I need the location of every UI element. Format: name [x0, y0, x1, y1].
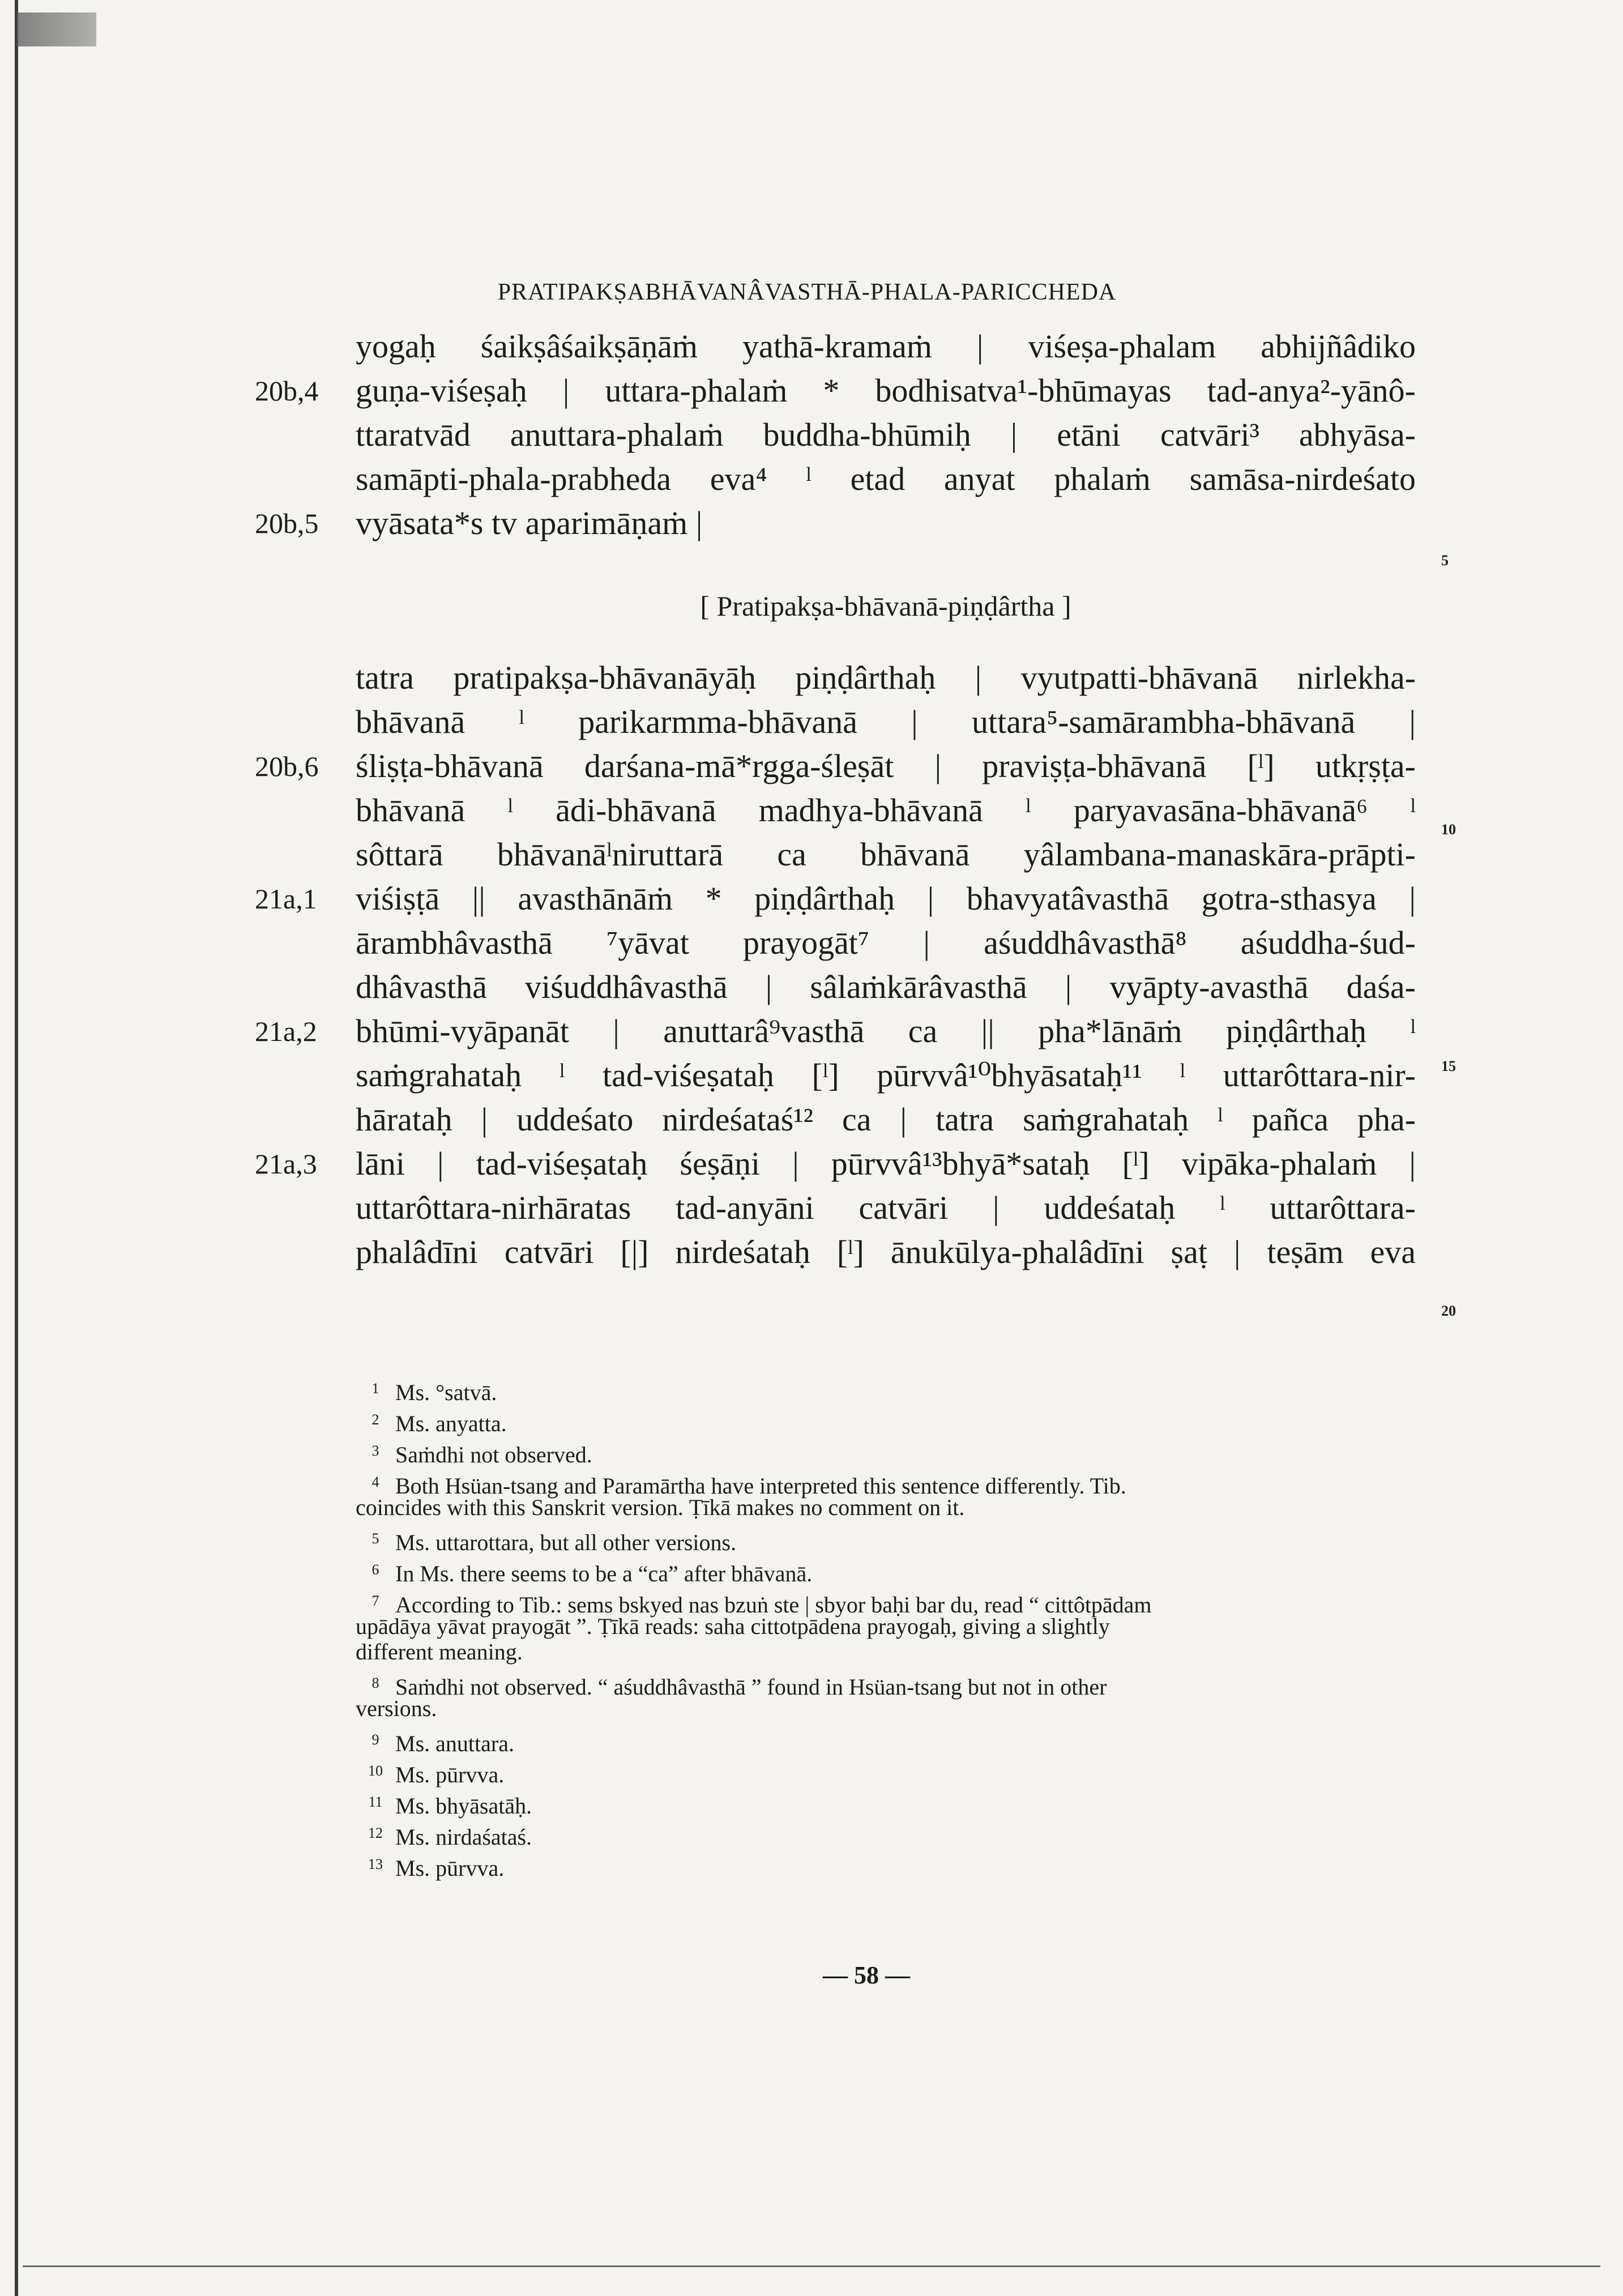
text-line: samāpti-phala-prabheda eva⁴ ˡ etad anyat phalaṁ samāsa-nirdeśato: [356, 460, 1416, 497]
text-line: guṇa-viśeṣaḥ | uttara-phalaṁ * bodhisatva¹-bhūmayas tad-anya²-yānô-: [356, 372, 1416, 409]
footnote: 1 Ms. °satvā.: [371, 1380, 497, 1405]
text-line: dhâvasthā viśuddhâvasthā | sâlaṁkārâvasthā | vyāpty-avasthā daśa-: [356, 968, 1416, 1005]
running-head: PRATIPAKṢABHĀVANÂVASTHĀ-PHALA-PARICCHEDA: [497, 279, 1117, 305]
line-number: 15: [1441, 1058, 1456, 1074]
text-line: yogaḥ śaikṣâśaikṣāṇāṁ yathā-kramaṁ | viśeṣa-phalam abhijñâdiko: [356, 328, 1416, 365]
line-number: 5: [1441, 552, 1449, 569]
footnote: 12 Ms. nirdaśataś.: [368, 1824, 532, 1850]
page-number: — 58 —: [823, 1961, 910, 1989]
text-line: sôttarā bhāvanāˡniruttarā ca bhāvanā yâlambana-manaskāra-prāpti-: [356, 836, 1416, 873]
footnote: 3 Saṁdhi not observed.: [371, 1442, 592, 1467]
text-line: bhūmi-vyāpanāt | anuttarâ⁹vasthā ca || pha*lānāṁ piṇḍârthaḥ ˡ: [356, 1013, 1416, 1049]
text-line: ttaratvād anuttara-phalaṁ buddha-bhūmiḥ | etāni catvāri³ abhyāsa-: [356, 416, 1416, 453]
line-number: 20: [1441, 1303, 1456, 1319]
footnote: 11 Ms. bhyāsatāḥ.: [368, 1793, 532, 1819]
footnote: 5 Ms. uttarottara, but all other versions.: [371, 1530, 737, 1555]
scan-corner-mark: [17, 12, 96, 46]
text-line: bhāvanā ˡ ādi-bhāvanā madhya-bhāvanā ˡ paryavasāna-bhāvanā⁶ ˡ: [356, 792, 1416, 829]
footnote-continuation: upādāya yāvat prayogāt ”. Ṭīkā reads: saha cittotpādena prayogaḥ, giving a slightly: [356, 1614, 1110, 1639]
page-bottom-edge: [23, 2265, 1600, 2267]
folio-ref: 21a,1: [255, 883, 317, 915]
text-line: lāni | tad-viśeṣataḥ śeṣāṇi | pūrvvâ¹³bhyā*sataḥ [ˡ] vipāka-phalaṁ |: [356, 1145, 1416, 1182]
footnote: 7 According to Tib.: sems bskyed nas bzuṅ ste | sbyor baḥi bar du, read “ cittôtpādam: [371, 1592, 1152, 1618]
text-line: vyāsata*s tv aparimāṇaṁ |: [356, 505, 703, 541]
folio-ref: 20b,4: [255, 375, 319, 407]
text-line: tatra pratipakṣa-bhāvanāyāḥ piṇḍârthaḥ | vyutpatti-bhāvanā nirlekha-: [356, 659, 1416, 696]
footnote: 9 Ms. anuttara.: [371, 1731, 514, 1756]
footnote: 10 Ms. pūrvva.: [368, 1762, 505, 1787]
folio-ref: 20b,5: [255, 507, 319, 539]
footnote: 2 Ms. anyatta.: [371, 1411, 507, 1436]
text-line: viśiṣṭā || avasthānāṁ * piṇḍârthaḥ | bhavyatâvasthā gotra-sthasya |: [356, 880, 1416, 917]
footnote: 8 Saṁdhi not observed. “ aśuddhâvasthā ” found in Hsüan-tsang but not in other: [371, 1674, 1107, 1700]
folio-ref: 21a,3: [255, 1148, 317, 1180]
footnote-continuation: coincides with this Sanskrit version. Ṭīkā makes no comment on it.: [356, 1495, 965, 1520]
footnote: 4 Both Hsüan-tsang and Paramārtha have interpreted this sentence differently. Tib.: [371, 1473, 1126, 1499]
footnote: 13 Ms. pūrvva.: [368, 1855, 505, 1881]
folio-ref: 20b,6: [255, 750, 319, 782]
page-edge-shadow: [15, 0, 18, 2296]
text-line: phalâdīni catvāri [|] nirdeśataḥ [ˡ] ānukūlya-phalâdīni ṣaṭ | teṣām eva: [356, 1234, 1416, 1270]
text-line: bhāvanā ˡ parikarmma-bhāvanā | uttara⁵-samārambha-bhāvanā |: [356, 703, 1416, 740]
footnote: 6 In Ms. there seems to be a “ca” after bhāvanā.: [371, 1561, 813, 1586]
footnote-continuation: different meaning.: [356, 1639, 523, 1665]
footnote-continuation: versions.: [356, 1696, 437, 1721]
line-number: 10: [1441, 821, 1456, 838]
text-line: śliṣṭa-bhāvanā darśana-mā*rgga-śleṣāt | praviṣṭa-bhāvanā [ˡ] utkṛṣṭa-: [356, 748, 1416, 784]
text-line: ārambhâvasthā ⁷yāvat prayogāt⁷ | aśuddhâvasthā⁸ aśuddha-śud-: [356, 924, 1416, 961]
folio-ref: 21a,2: [255, 1015, 317, 1047]
text-line: uttarôttara-nirhāratas tad-anyāni catvāri | uddeśataḥ ˡ uttarôttara-: [356, 1189, 1416, 1226]
section-heading: [ Pratipakṣa-bhāvanā-piṇḍârtha ]: [700, 590, 1071, 622]
text-line: hārataḥ | uddeśato nirdeśataś¹² ca | tatra saṁgrahataḥ ˡ pañca pha-: [356, 1101, 1416, 1138]
text-line: saṁgrahataḥ ˡ tad-viśeṣataḥ [ˡ] pūrvvâ¹⁰bhyāsataḥ¹¹ ˡ uttarôttara-nir-: [356, 1057, 1416, 1094]
